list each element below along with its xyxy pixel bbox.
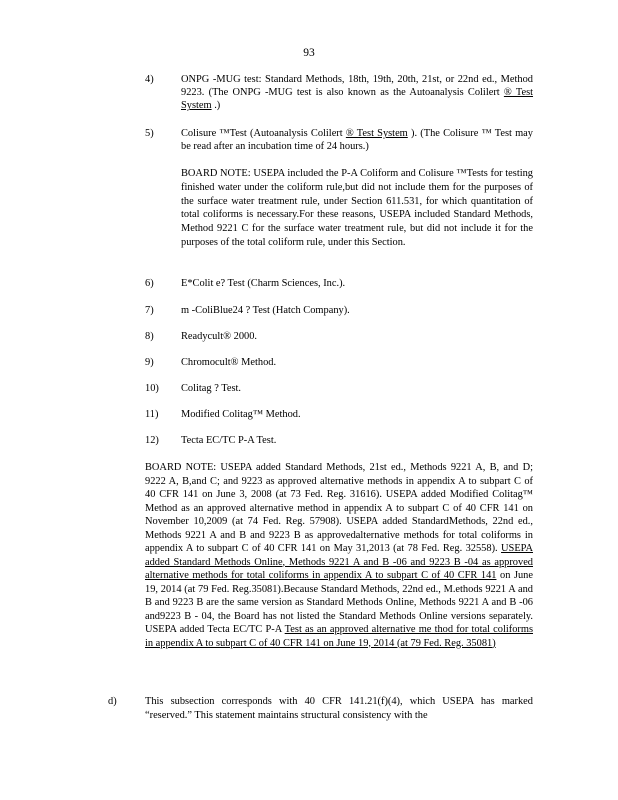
item-text: m -ColiBlue24 ? Test (Hatch Company). [181,305,350,316]
item-text: E*Colit e? Test (Charm Sciences, Inc.). [181,278,346,289]
item-text: Tecta EC/TC P-A Test. [181,435,277,446]
item-number: 7) [145,305,154,316]
subsection-text: This subsection corresponds with 40 CFR 141.21(f)(4), which USEPA has marked “reserved.” This statement maintains structural consistency with the [145,696,533,721]
item-text: Chromocult® Method. [181,357,277,368]
board-note: BOARD NOTE: USEPA included the P-A Coliform and Colisure ™Tests for testing finished water under the coliform rule,but did not include them for the purposes of the surface water treatment rule, under Section 611.531, for which quantitation of total coliforms is necessary.For these reasons, USEPA included Standard Methods, Method 9221 C for the surface water treatment rule, but did not include it for the purposes of the total coliform rule, under this Section. [181,168,533,248]
item-text: Colisure ™Test (Autoanalysis Colilert ® Test System ). (The Colisure ™ Test may be read after an incubation time of 24 hours.) [181,128,533,153]
item-number: 8) [145,331,154,342]
item-number: 5) [145,128,154,139]
item-text: Readycult® 2000. [181,331,257,342]
page-number: 93 [303,47,315,59]
item-number: 6) [145,278,154,289]
item-number: 9) [145,357,154,368]
subsection-number: d) [108,696,117,707]
item-text: ONPG -MUG test: Standard Methods, 18th, 19th, 20th, 21st, or 22nd ed., Method 9223. (The ONPG -MUG test is also known as the Autoanalysis Colilert ® Test System .) [181,74,534,112]
item-number: 10) [145,383,159,394]
item-text: Colitag ? Test. [181,383,241,394]
board-note: BOARD NOTE: USEPA added Standard Methods, 21st ed., Methods 9221 A, B, and D; 9222 A, B,and C; and 9223 as approved alternative methods in appendix A to subpart C of 40 CFR 141 on June 3, 2008 (at 73 Fed. Reg. 31616). USEPA added Modified Colitag™ Method as an approved alternative method in appendix A to subpart C of 40 CFR 141 on November 10,2009 (at 74 Fed. Reg. 57908). USEPA added StandardMethods, 22nd ed., Methods 9221 A and B and 9223 B as approvedalternative methods for total coliforms in appendix A to subpart C of 40 CFR 141 on May 31,2013 (at 78 Fed. Reg. 32558). USEPA added Standard Methods Online, Methods 9221 A and B -06 and 9223 B -04 as approved alternative methods for total coliforms in appendix A to subpart C of 40 CFR 141 on June 19, 2014 (at 79 Fed. Reg.35081).Because Standard Methods, 22nd ed., M.ethods 9221 A and B and 9223 B are the same version as Standard Methods Online, Methods 9221 A and B -06 and9223 B - 04, the Board has not listed the Standard Methods Online versions separately. USEPA added Tecta EC/TC P-A Test as an approved alternative me thod for total coliforms in appendix A to subpart C of 40 CFR 141 on June 19, 2014 (at 79 Fed. Reg. 35081) [145,462,533,649]
item-text: Modified Colitag™ Method. [181,409,301,420]
item-number: 11) [145,409,159,420]
item-number: 4) [145,74,154,85]
item-number: 12) [145,435,159,446]
